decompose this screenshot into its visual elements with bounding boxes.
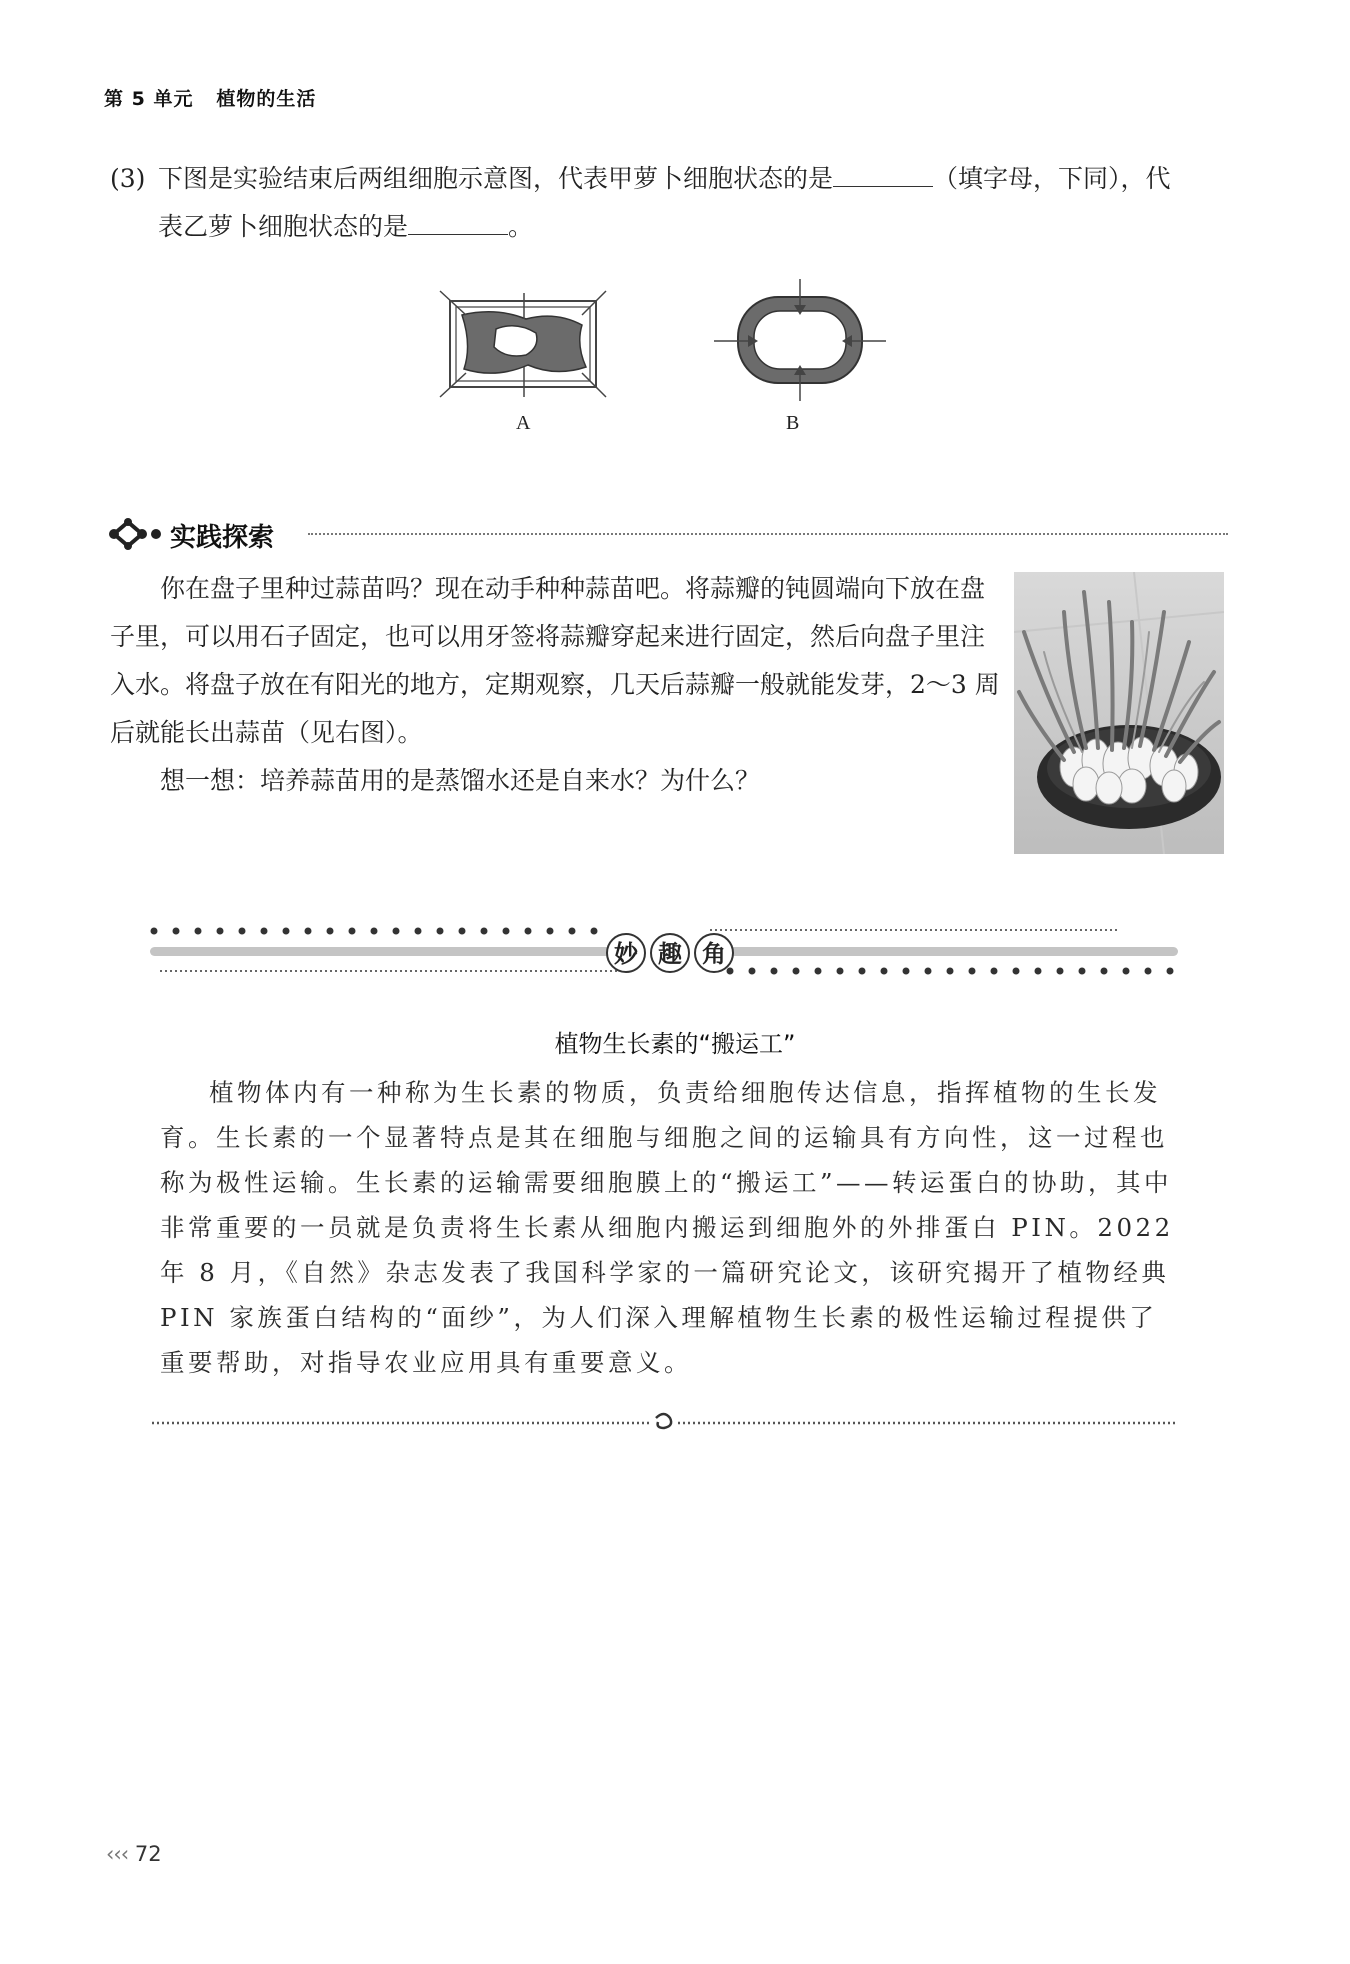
cell-diagram-a (436, 285, 612, 405)
practice-section-title: 实践探索 (170, 523, 275, 553)
garlic-sprouts-photo (1014, 572, 1224, 854)
article-body (160, 1070, 1176, 1385)
fun-corner-label-1: 妙 (614, 940, 638, 968)
figure-label-b: B (786, 412, 800, 434)
question-text-1b: （填字母，下同），代 (933, 164, 1171, 193)
question-text-2b: 。 (508, 212, 534, 241)
question-3 (110, 155, 1240, 251)
unit-title: 植物的生活 (216, 88, 317, 110)
section-divider (308, 533, 1228, 535)
page-header (104, 84, 316, 111)
fun-corner-banner (150, 925, 1178, 995)
question-3-line-1 (110, 155, 1240, 203)
question-3-line-2 (110, 203, 1240, 251)
fun-corner-label-3: 角 (702, 940, 726, 968)
practice-paragraph-1: 你在盘子里种过蒜苗吗？现在动手种种蒜苗吧。将蒜瓣的钝圆端向下放在盘子里，可以用石子固定，也可以用牙签将蒜瓣穿起来进行固定，然后向盘子里注入水。将盘子放在有阳光的地方，定期观察，几天后蒜瓣一般就能发芽，2～3 周后就能长出蒜苗（见右图）。 (110, 574, 1000, 747)
practice-paragraph-2: 想一想：培养蒜苗用的是蒸馏水还是自来水？为什么？ (160, 766, 761, 795)
practice-section-header (108, 513, 1228, 553)
swirl-ornament-icon (656, 1414, 671, 1428)
page-footer (106, 1842, 162, 1866)
question-number: (3) (110, 164, 146, 193)
question-text-1a: 下图是实验结束后两组细胞示意图，代表甲萝卜细胞状态的是 (158, 164, 834, 193)
fun-corner-label-2: 趣 (658, 940, 682, 968)
question-text-2a: 表乙萝卜细胞状态的是 (158, 212, 409, 241)
unit-label: 第 5 单元 (104, 88, 194, 110)
section-end-divider (150, 1408, 1178, 1438)
chevrons-left-icon: ‹‹‹ (106, 1842, 129, 1866)
page-number: 72 (134, 1842, 162, 1866)
answer-blank-1[interactable] (833, 160, 933, 187)
article-title: 植物生长素的“搬运工” (554, 1030, 796, 1058)
section-decoration-icon (108, 517, 164, 551)
practice-text (110, 565, 1000, 805)
article-paragraph: 植物体内有一种称为生长素的物质，负责给细胞传达信息，指挥植物的生长发育。生长素的一个显著特点是其在细胞与细胞之间的运输具有方向性，这一过程也称为极性运输。生长素的运输需要细胞膜上的“搬运工”——转运蛋白的协助，其中非常重要的一员就是负责将生长素从细胞内搬运到细胞外的外排蛋白 PIN。2022 年 8 月，《自然》杂志发表了我国科学家的一篇研究论文，该研究揭开了植物经典 PIN 家族蛋白结构的“面纱”，为人们深入理解植物生长素的极性运输过程提供了重要帮助，对指导农业应用具有重要意义。 (160, 1078, 1174, 1377)
cell-diagram-b (710, 275, 890, 405)
figure-label-a: A (516, 412, 531, 434)
answer-blank-2[interactable] (408, 208, 508, 235)
